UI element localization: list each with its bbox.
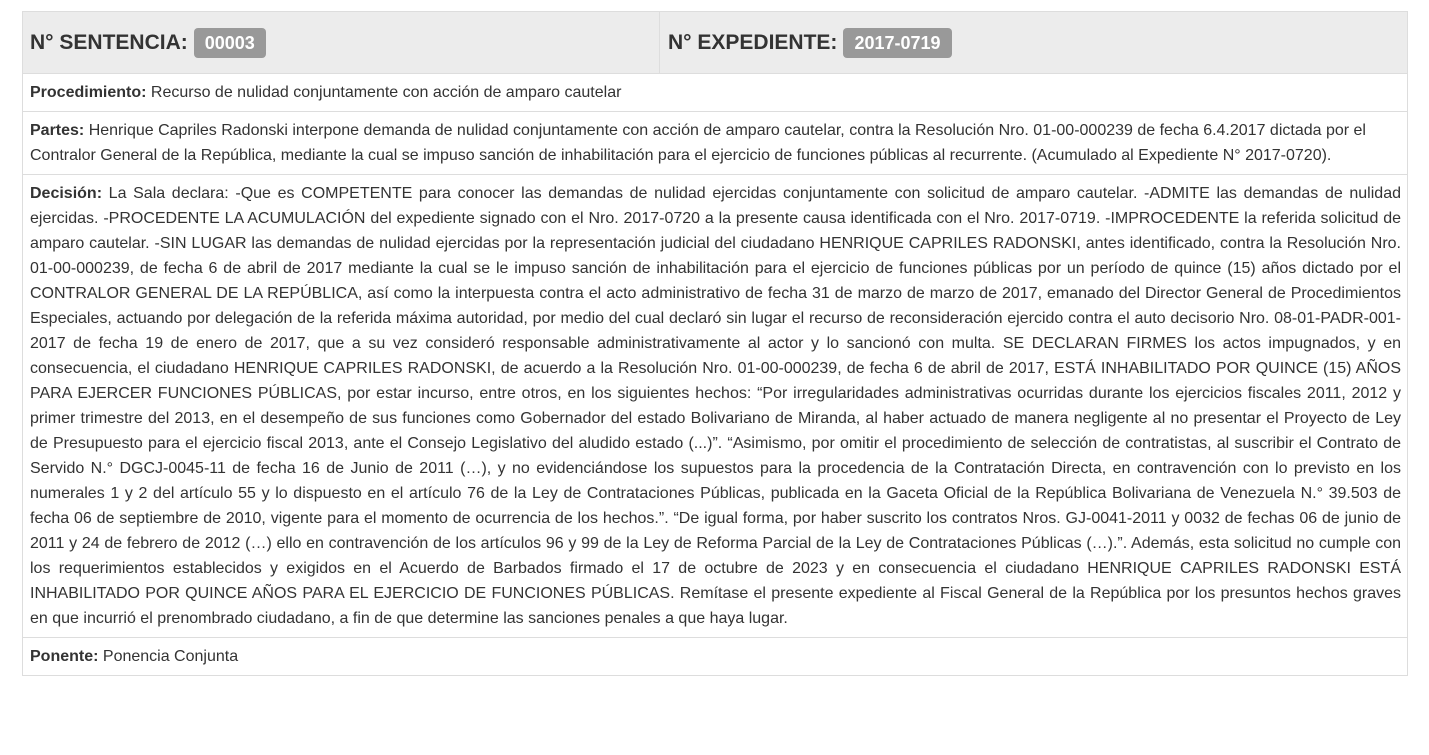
sentencia-header xyxy=(23,12,660,73)
ponente-text: Ponencia Conjunta xyxy=(102,648,239,665)
partes-label: Partes: xyxy=(30,122,89,139)
procedimiento-label: Procedimiento: xyxy=(30,84,151,101)
expediente-number-badge: 2017-0719 xyxy=(843,28,951,58)
decision-text: La Sala declara: -Que es COMPETENTE para conocer las demandas de nulidad ejercidas conjuntamente con solicitud de amparo cautelar. -ADMITE las demandas de nulidad ejercidas. -PROCEDENTE LA ACUMULACIÓN del expediente signado con el Nro. 2017-0720 a la presente causa identificada con el Nro. 2017-0719. -IMPROCEDENTE la referida solicitud de amparo cautelar. -SIN LUGAR las demandas de nulidad ejercidas por la representación judicial del ciudadano HENRIQUE CAPRILES RADONSKI, antes identificado, contra la Resolución Nro. 01-00-000239, de fecha 6 de abril de 2017 mediante la cual se le impuso sanción de inhabilitación para el ejercicio de funciones públicas por un período de quince (15) años dictado por el CONTRALOR GENERAL DE LA REPÚBLICA, así como la interpuesta contra el acto administrativo de fecha 31 de marzo de marzo de 2017, emanado del Director General de Procedimientos Especiales, actuando por delegación de la referida máxima autoridad, por medio del cual declaró sin lugar el recurso de reconsideración ejercido contra el auto decisorio Nro. 08-01-PADR-001-2017 de fecha 19 de enero de 2017, que a su vez consideró responsable administrativamente al actor y lo sancionó con multa. SE DECLARAN FIRMES los actos impugnados, y en consecuencia, el ciudadano HENRIQUE CAPRILES RADONSKI, de acuerdo a la Resolución Nro. 01-00-000239, de fecha 6 de abril de 2017, ESTÁ INHABILITADO POR QUINCE (15) AÑOS PARA EJERCER FUNCIONES PÚBLICAS, por estar incurso, entre otros, en los siguientes hechos: “Por irregularidades administrativas ocurridas durante los ejercicios fiscales 2011, 2012 y primer trimestre del 2013, en el desempeño de sus funciones como Gobernador del estado Bolivariano de Miranda, al haber actuado de manera negligente al no presentar el Proyecto de Ley de Presupuesto para el ejercicio fiscal 2013, ante el Consejo Legislativo del aludido estado (...)”. “Asimismo, por omitir el procedimiento de selección de contratistas, al suscribir el Contrato de Servido N.° DGCJ-0045-11 de fecha 16 de Junio de 2011 (…), y no evidenciándose los supuestos para la procedencia de la Contratación Directa, en contravención con lo previsto en los numerales 1 y 2 del artículo 55 y lo dispuesto en el artículo 76 de la Ley de Contrataciones Públicas, publicada en la Gaceta Oficial de la República Bolivariana de Venezuela N.° 39.503 de fecha 06 de septiembre de 2010, vigente para el momento de ocurrencia de los hechos.”. “De igual forma, por haber suscrito los contratos Nros. GJ-0041-2011 y 0032 de fechas 06 de junio de 2011 y 24 de febrero de 2012 (…) ello en contravención de los artículos 96 y 99 de la Ley de Reforma Parcial de la Ley de Contrataciones Públicas (…).”. Además, esta solicitud no cumple con los requerimientos establecidos y exigidos en el Acuerdo de Barbados firmado el 17 de octubre de 2023 y en consecuencia el ciudadano HENRIQUE CAPRILES RADONSKI ESTÁ INHABILITADO POR QUINCE AÑOS PARA EL EJERCICIO DE FUNCIONES PÚBLICAS. Remítase el presente expediente al Fiscal General de la República por los presuntos hechos graves en que incurrió el prenombrado ciudadano, a fin de que determine las sanciones penales a que haya lugar. xyxy=(30,185,1401,627)
partes-row xyxy=(23,112,1407,175)
sentencia-label: N° SENTENCIA: xyxy=(30,30,188,54)
panel-header xyxy=(23,12,1407,74)
expediente-header xyxy=(660,12,952,73)
sentencia-panel xyxy=(22,11,1408,676)
partes-text: Henrique Capriles Radonski interpone demanda de nulidad conjuntamente con acción de amparo cautelar, contra la Resolución Nro. 01-00-000239 de fecha 6.4.2017 dictada por el Contralor General de la República, mediante la cual se impuso sanción de inhabilitación para el ejercicio de funciones públicas al recurrente. (Acumulado al Expediente N° 2017-0720). xyxy=(30,122,1366,164)
sentencia-number-badge: 00003 xyxy=(194,28,266,58)
ponente-label: Ponente: xyxy=(30,648,103,665)
procedimiento-row xyxy=(23,74,1407,112)
procedimiento-text: Recurso de nulidad conjuntamente con acción de amparo cautelar xyxy=(150,84,622,101)
ponente-row xyxy=(23,638,1407,675)
decision-label: Decisión: xyxy=(30,185,109,202)
decision-row xyxy=(23,175,1407,638)
expediente-label: N° EXPEDIENTE: xyxy=(668,30,838,54)
